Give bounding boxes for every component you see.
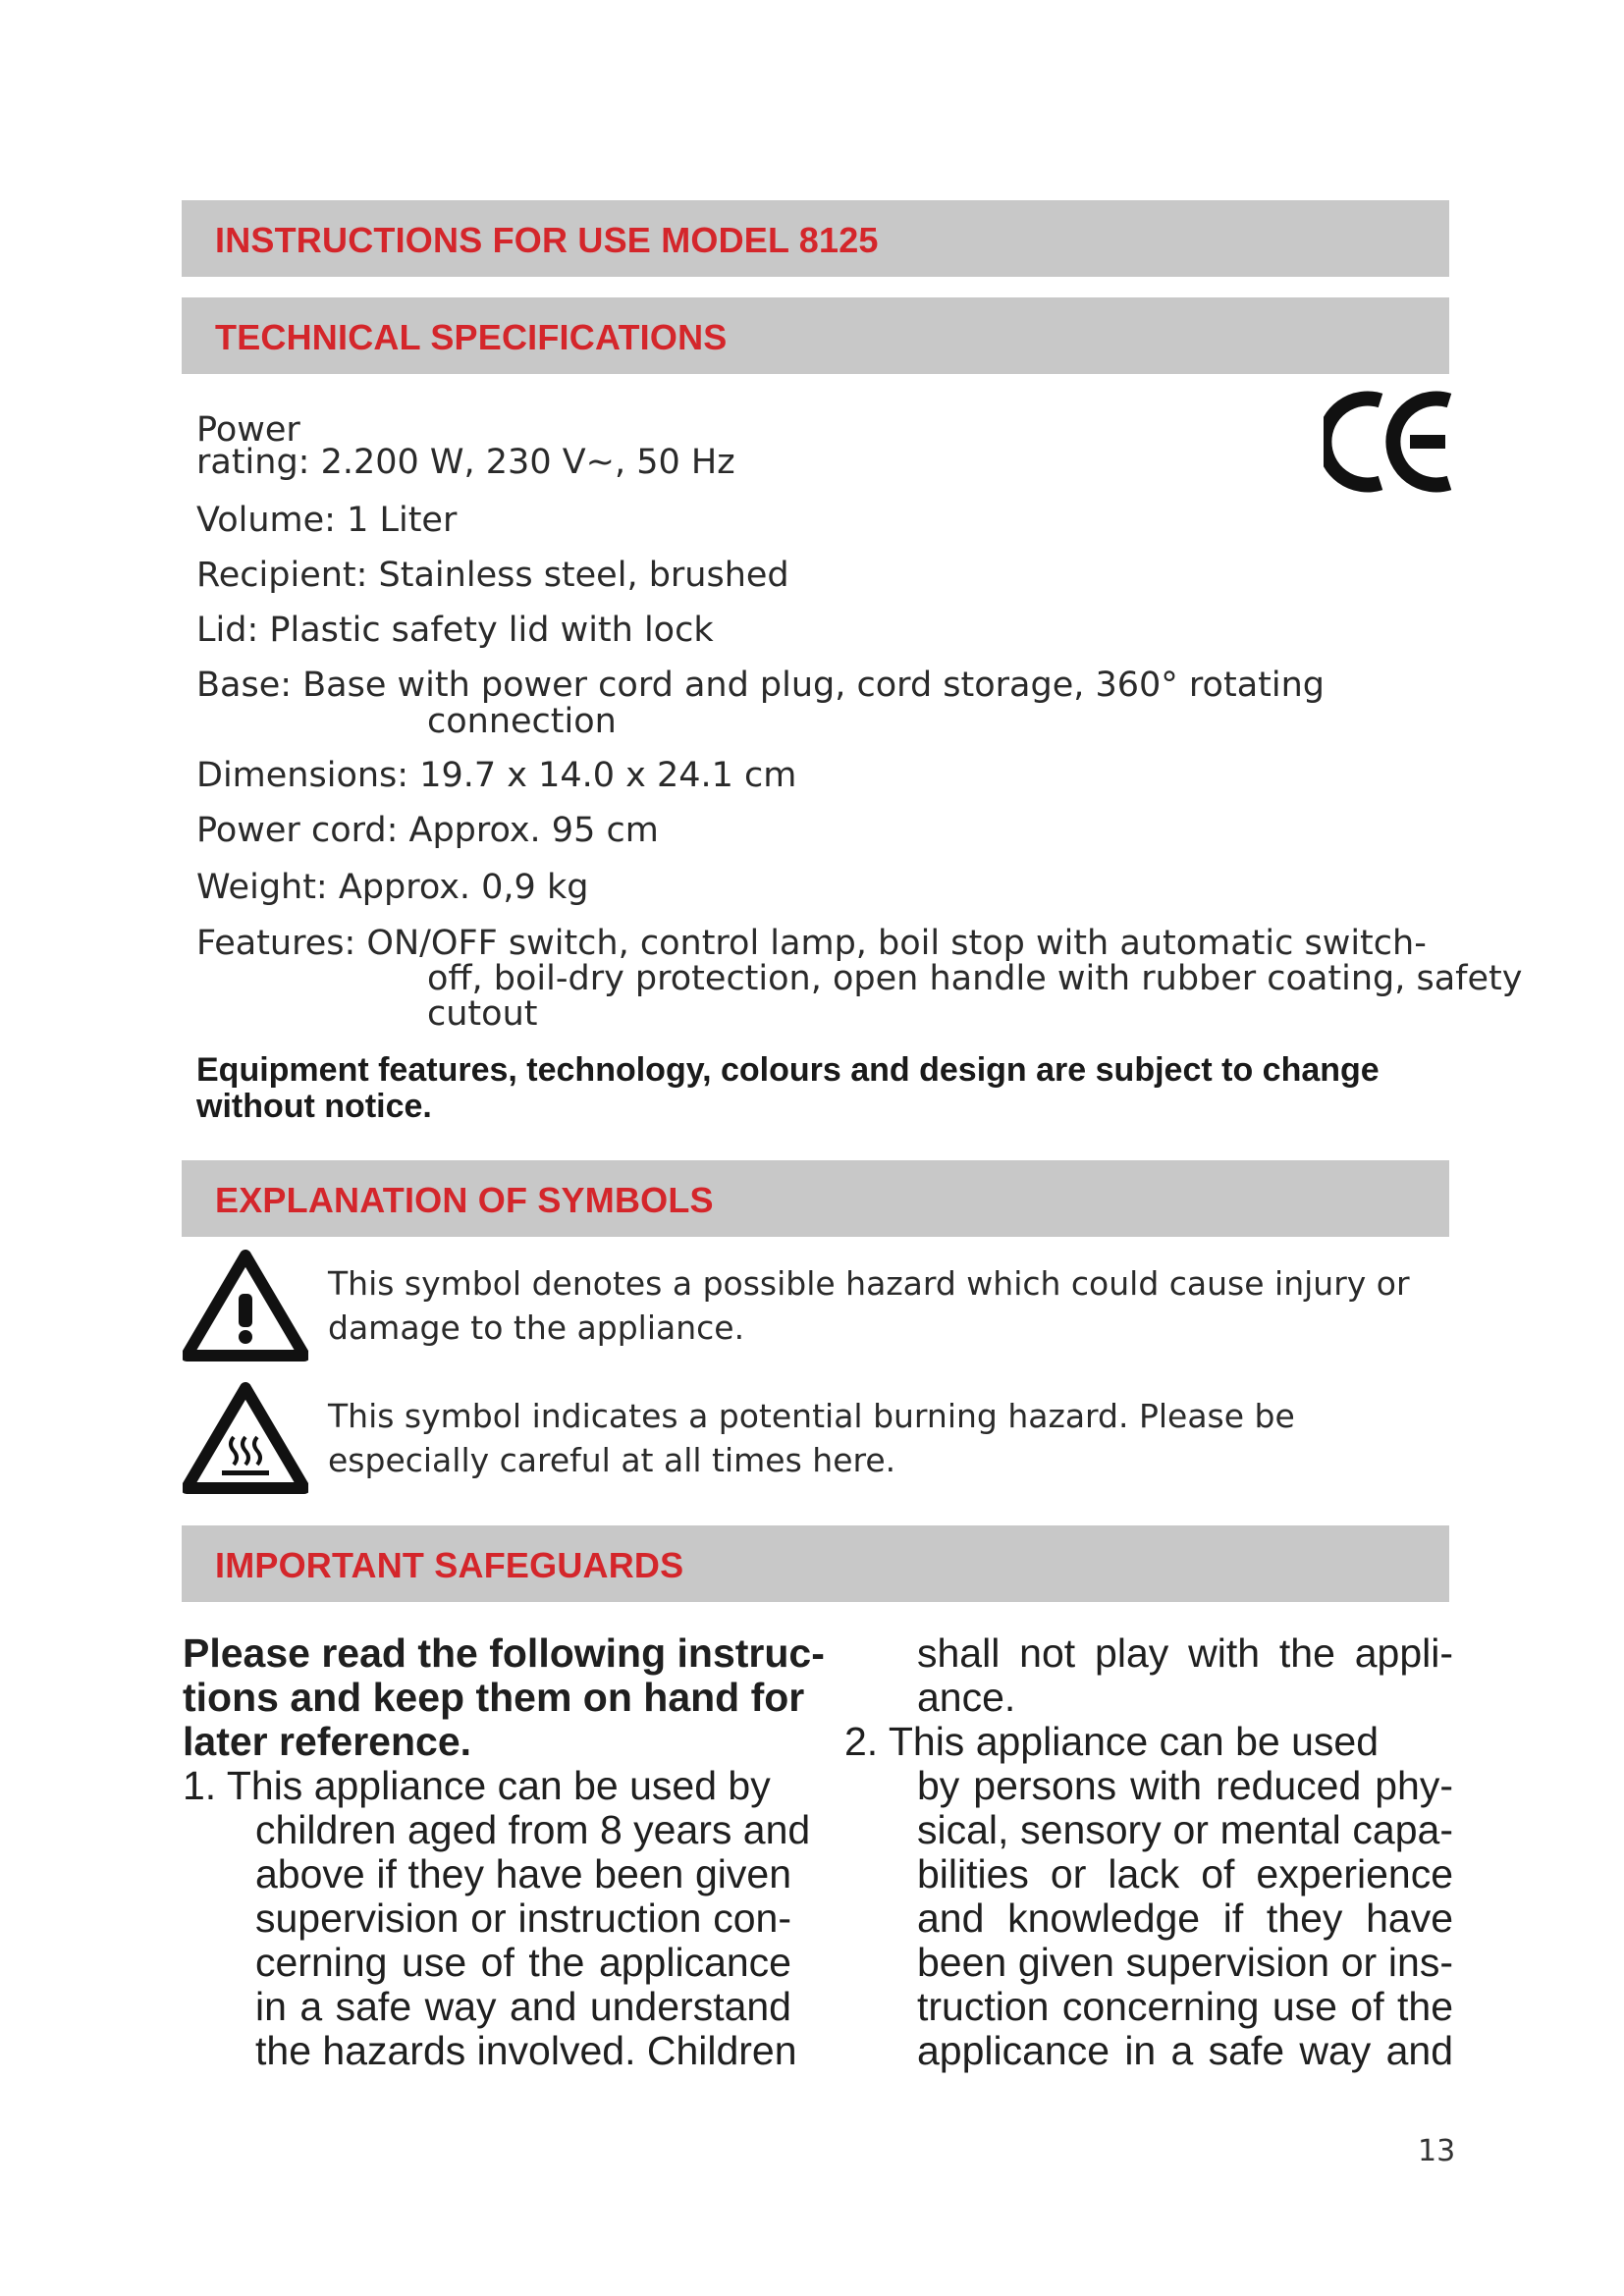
spec-features-cont2-text: cutout	[427, 994, 538, 1034]
item2-line-7: truction concerning use of the	[917, 1984, 1453, 2029]
spec-volume: Volume: 1 Liter	[196, 501, 458, 540]
item1-line-3: above if they have been given	[255, 1851, 791, 1896]
hot-surface-icon	[183, 1382, 308, 1495]
spec-features-cont1-text: off, boil-dry protection, open handle with rubber coating, safety	[427, 959, 1523, 998]
item2-line-3: sical, sensory or mental capa-	[917, 1807, 1453, 1852]
item2-line-1: 2. This appliance can be used	[844, 1719, 1380, 1764]
safeguards-heading: IMPORTANT SAFEGUARDS	[215, 1545, 684, 1585]
item1-line-6: in a safe way and understand	[255, 1984, 791, 2029]
title-bar	[182, 200, 1449, 277]
safeguards-right-column	[844, 1631, 1453, 2073]
right-line-1: shall not play with the appli-	[917, 1630, 1453, 1676]
spec-power-label: Power	[196, 410, 300, 450]
item2-line-4: bilities or lack of experience	[917, 1851, 1453, 1896]
spec-base: Base: Base with power cord and plug, cord storage, 360° rotating	[196, 666, 1325, 705]
lead-line-3: later reference.	[183, 1719, 472, 1764]
burn-symbol-text: This symbol indicates a potential burning hazard. Please be especially careful at all times here.	[328, 1397, 1295, 1479]
symbols-bar	[182, 1160, 1449, 1237]
item1-line-5: cerning use of the applicance	[255, 1940, 791, 1985]
item2-line-2: by persons with reduced phy-	[917, 1763, 1453, 1808]
spec-recipient: Recipient: Stainless steel, brushed	[196, 556, 789, 595]
symbols-heading: EXPLANATION OF SYMBOLS	[215, 1180, 714, 1220]
hazard-symbol-text: This symbol denotes a possible hazard which could cause injury or damage to the appliance.	[328, 1264, 1410, 1347]
item2-line-8: applicance in a safe way and	[917, 2028, 1453, 2073]
item2-line-6: been given supervision or ins-	[917, 1940, 1453, 1985]
lead-line-1: Please read the following instruc-	[183, 1630, 825, 1676]
item1-line-7: the hazards involved. Children	[255, 2028, 797, 2073]
item1-line-2: children aged from 8 years and	[255, 1807, 811, 1852]
right-line-2: ance.	[917, 1675, 1016, 1720]
spec-lid: Lid: Plastic safety lid with lock	[196, 611, 714, 650]
ce-mark-icon	[1324, 391, 1457, 493]
safeguards-left-column	[183, 1630, 825, 2073]
spec-power-rating: rating: 2.200 W, 230 V~, 50 Hz	[196, 443, 735, 482]
lead-line-2: tions and keep them on hand for	[183, 1675, 805, 1720]
spec-features: Features: ON/OFF switch, control lamp, boil stop with automatic switch-	[196, 924, 1427, 963]
spec-dimensions: Dimensions: 19.7 x 14.0 x 24.1 cm	[196, 756, 797, 795]
tech-specs-heading: TECHNICAL SPECIFICATIONS	[215, 317, 728, 357]
spec-weight: Weight: Approx. 0,9 kg	[196, 868, 589, 907]
warning-hazard-icon	[183, 1250, 308, 1362]
spec-power-cord: Power cord: Approx. 95 cm	[196, 811, 659, 850]
item1-line-4: supervision or instruction con-	[255, 1896, 791, 1941]
safeguards-bar	[182, 1525, 1449, 1602]
item1-line-1: 1. This appliance can be used by	[183, 1763, 771, 1808]
change-notice: Equipment features, technology, colours and design are subject to change without notice.	[196, 1051, 1380, 1125]
spec-base-cont-text: connection	[427, 702, 617, 741]
tech-specs-bar	[182, 297, 1449, 374]
item2-line-5: and knowledge if they have	[917, 1896, 1453, 1941]
document-title: INSTRUCTIONS FOR USE MODEL 8125	[215, 220, 879, 260]
page-number: 13	[1418, 2134, 1456, 2168]
